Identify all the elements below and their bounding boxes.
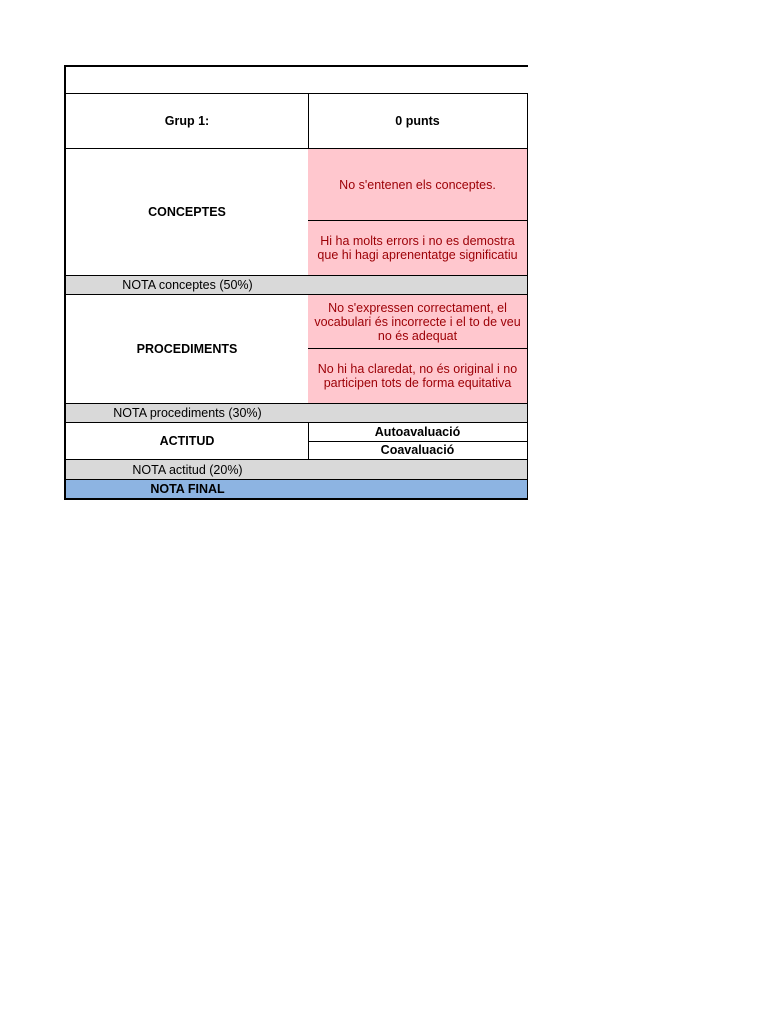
- group-label-cell[interactable]: Grup 1:: [64, 93, 309, 149]
- procedures-row: [64, 295, 528, 404]
- peer-assessment-cell[interactable]: Coavaluació: [308, 441, 528, 460]
- concepts-grade-value[interactable]: [308, 276, 528, 295]
- attitude-grade-value[interactable]: [308, 460, 528, 480]
- concepts-label-cell[interactable]: CONCEPTES: [64, 149, 309, 276]
- final-grade-label[interactable]: NOTA FINAL: [64, 480, 309, 500]
- procedures-grade-label[interactable]: NOTA procediments (30%): [64, 404, 309, 423]
- self-assessment-cell[interactable]: Autoavaluació: [308, 423, 528, 442]
- procedures-criterion-2[interactable]: No hi ha claredat, no és original i no participen tots de forma equitativa: [308, 349, 528, 404]
- attitude-label-cell[interactable]: ACTITUD: [64, 423, 309, 460]
- concepts-criterion-1[interactable]: No s'entenen els conceptes.: [308, 149, 528, 221]
- attitude-grade-label[interactable]: NOTA actitud (20%): [64, 460, 309, 480]
- header-row: [64, 93, 528, 149]
- points-header-cell[interactable]: 0 punts: [308, 93, 528, 149]
- procedures-grade-value[interactable]: [308, 404, 528, 423]
- attitude-row: [64, 423, 528, 460]
- concepts-grade-label[interactable]: NOTA conceptes (50%): [64, 276, 309, 295]
- attitude-grade-row: [64, 460, 528, 480]
- concepts-row: [64, 149, 528, 276]
- final-grade-value[interactable]: [308, 480, 528, 500]
- concepts-grade-row: [64, 276, 528, 295]
- final-grade-row: [64, 480, 528, 500]
- title-row: [64, 65, 528, 94]
- procedures-criterion-1[interactable]: No s'expressen correctament, el vocabulari és incorrecte i el to de veu no és adequat: [308, 295, 528, 349]
- title-cell[interactable]: [64, 65, 528, 94]
- procedures-label-cell[interactable]: PROCEDIMENTS: [64, 295, 309, 404]
- procedures-grade-row: [64, 404, 528, 423]
- concepts-criterion-2[interactable]: Hi ha molts errors i no es demostra que hi hagi aprenentatge significatiu: [308, 221, 528, 276]
